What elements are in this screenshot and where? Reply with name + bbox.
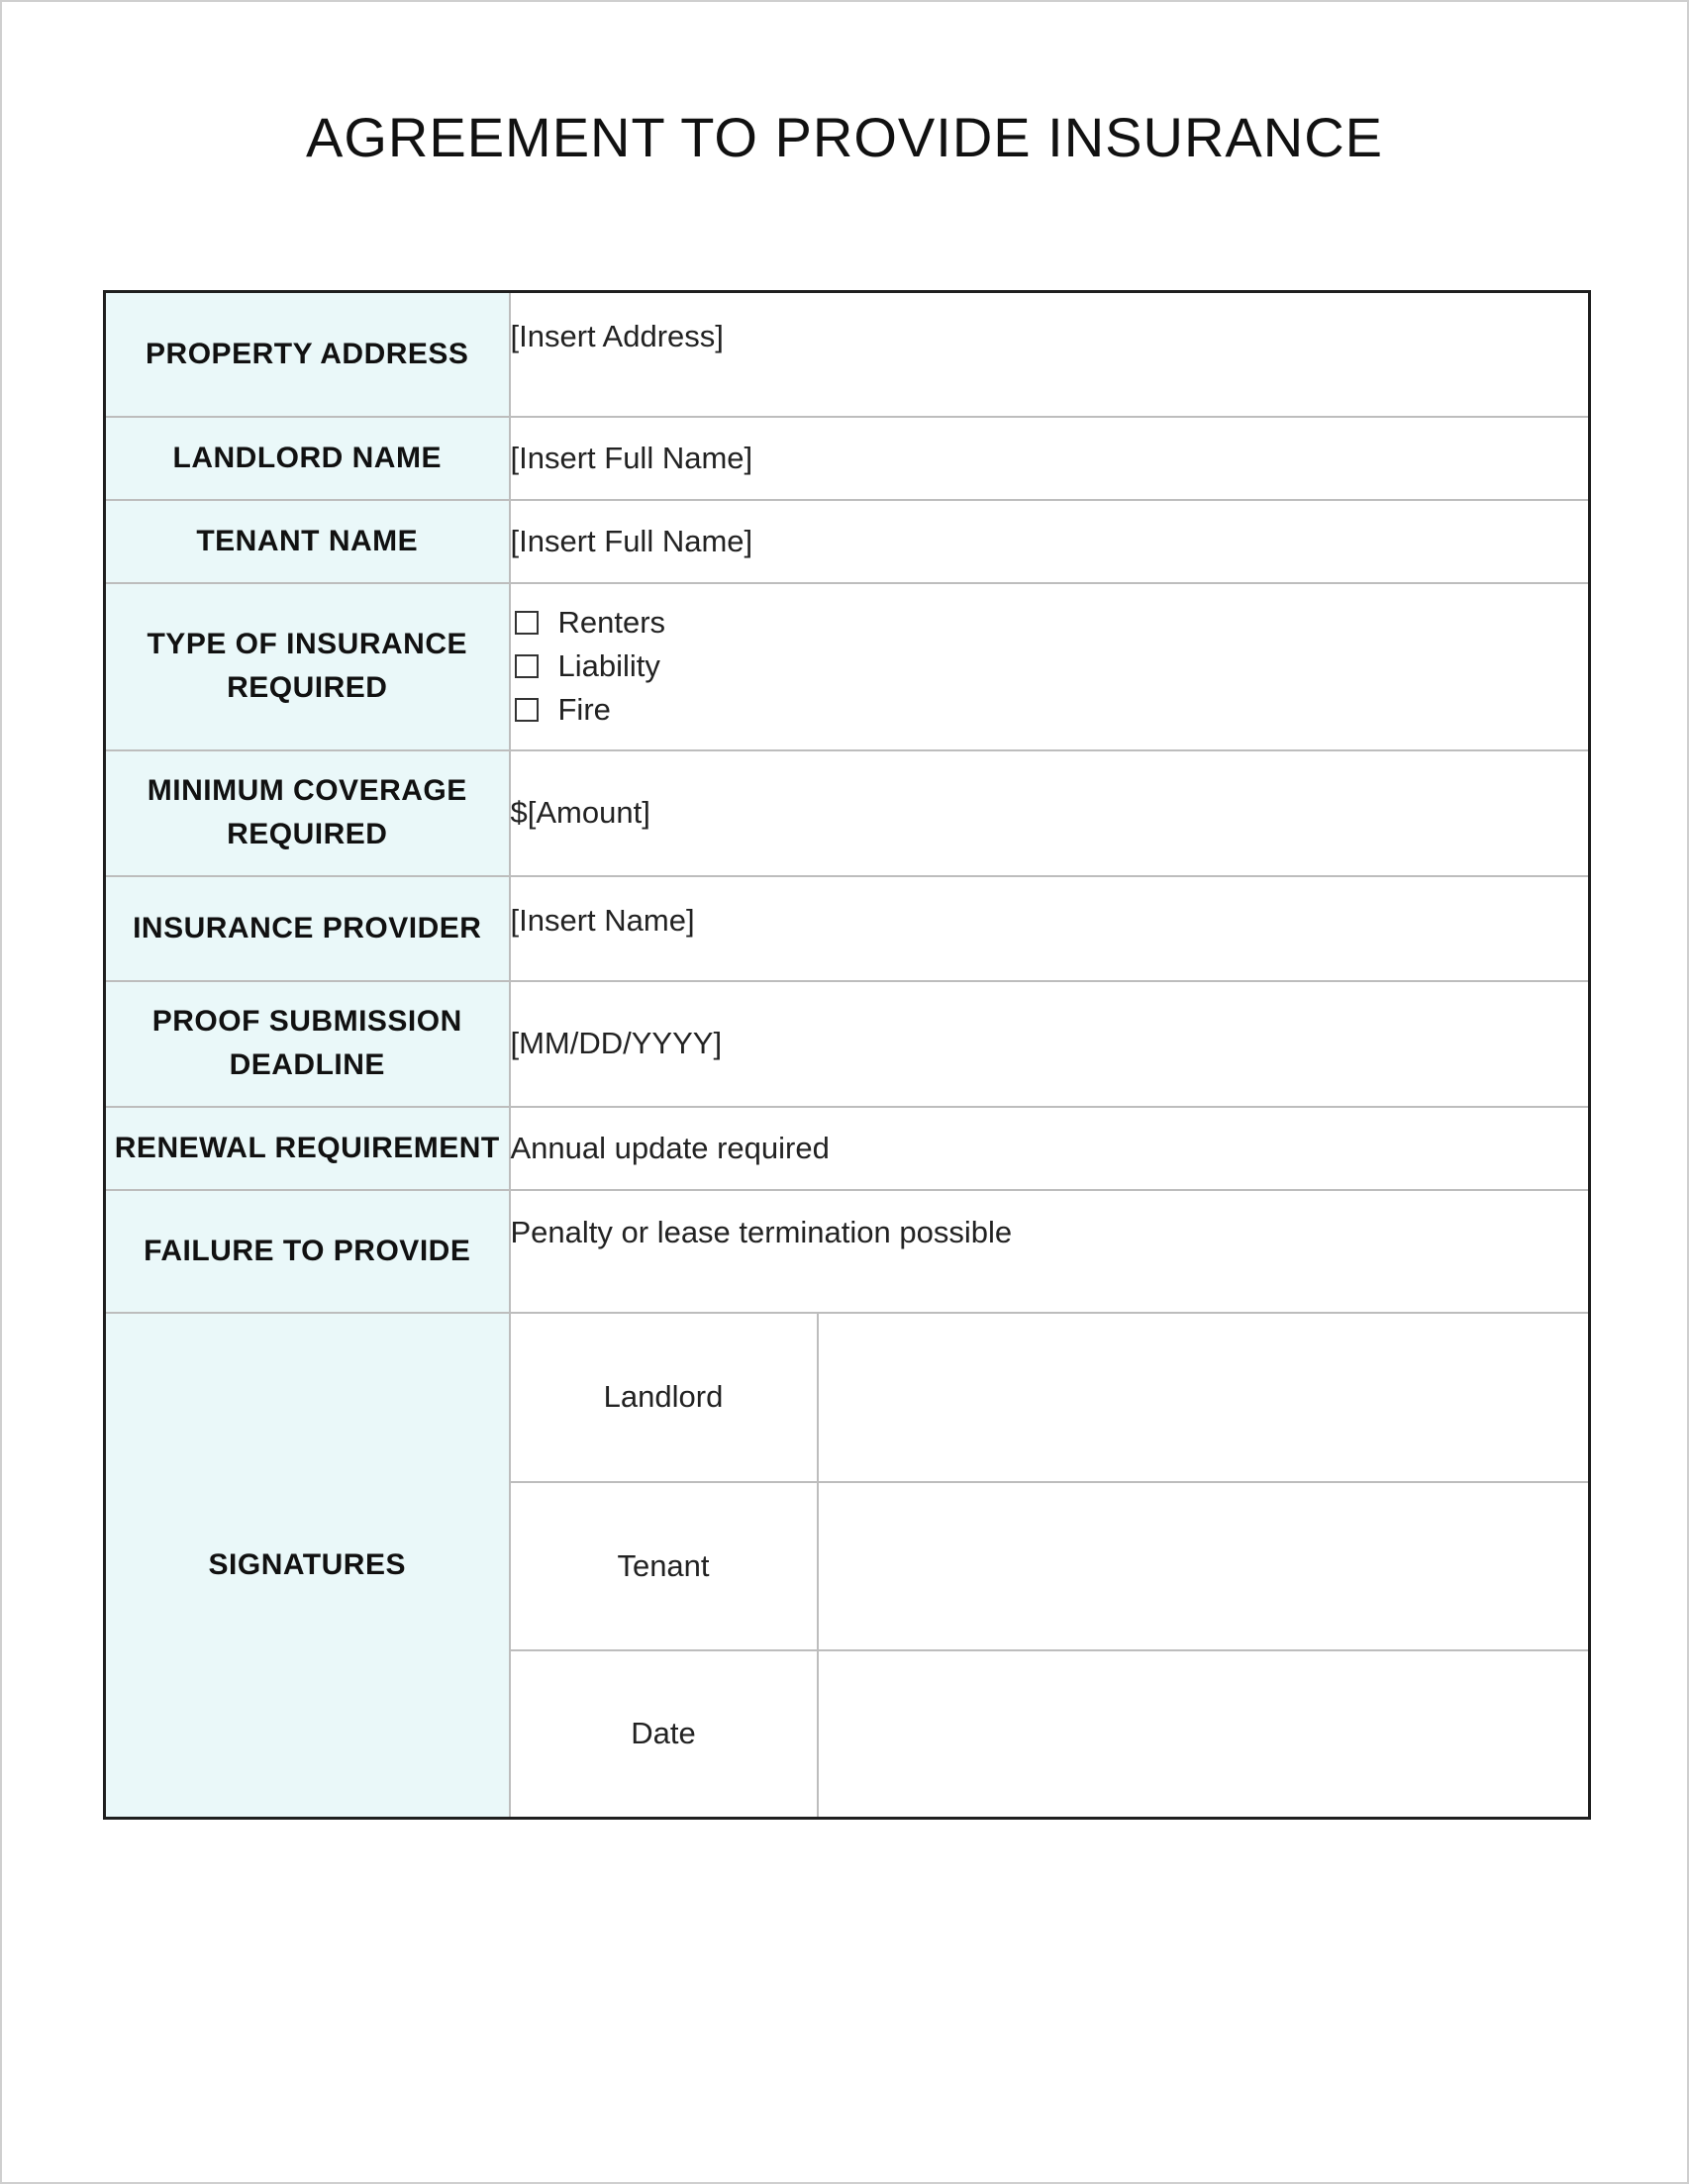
- liability-checkbox[interactable]: [515, 654, 539, 678]
- renters-checkbox[interactable]: [515, 611, 539, 635]
- row-failure: [105, 1190, 1590, 1313]
- landlord-signature-field[interactable]: [818, 1313, 1590, 1482]
- date-signature-field[interactable]: [818, 1650, 1590, 1819]
- insurance-type-label-line2: REQUIRED: [227, 671, 388, 704]
- insurance-provider-label: INSURANCE PROVIDER: [105, 876, 510, 981]
- minimum-coverage-label: [105, 750, 510, 876]
- insurance-type-label: [105, 583, 510, 750]
- row-renewal: [105, 1107, 1590, 1190]
- option-fire[interactable]: [511, 688, 1589, 732]
- liability-label: Liability: [557, 648, 660, 683]
- fire-checkbox[interactable]: [515, 698, 539, 722]
- minimum-coverage-field[interactable]: $[Amount]: [510, 750, 1590, 876]
- option-liability[interactable]: [511, 645, 1589, 688]
- renters-label: Renters: [557, 605, 666, 640]
- row-tenant-name: [105, 500, 1590, 583]
- row-property-address: [105, 292, 1590, 417]
- row-landlord-name: [105, 417, 1590, 500]
- tenant-name-label: TENANT NAME: [105, 500, 510, 583]
- proof-deadline-label: [105, 981, 510, 1107]
- signature-role-landlord: Landlord: [510, 1313, 818, 1482]
- property-address-field[interactable]: [Insert Address]: [510, 292, 1590, 417]
- property-address-label: PROPERTY ADDRESS: [105, 292, 510, 417]
- tenant-signature-field[interactable]: [818, 1482, 1590, 1650]
- signatures-label: SIGNATURES: [105, 1313, 510, 1819]
- row-minimum-coverage: [105, 750, 1590, 876]
- insurance-agreement-table: [103, 290, 1591, 1820]
- tenant-name-field[interactable]: [Insert Full Name]: [510, 500, 1590, 583]
- insurance-provider-field[interactable]: [Insert Name]: [510, 876, 1590, 981]
- proof-deadline-field[interactable]: [MM/DD/YYYY]: [510, 981, 1590, 1107]
- insurance-type-label-line1: TYPE OF INSURANCE: [147, 628, 468, 660]
- row-insurance-provider: [105, 876, 1590, 981]
- minimum-coverage-label-line1: MINIMUM COVERAGE: [147, 774, 467, 807]
- row-proof-deadline: [105, 981, 1590, 1107]
- failure-label: FAILURE TO PROVIDE: [105, 1190, 510, 1313]
- option-renters[interactable]: [511, 601, 1589, 645]
- landlord-name-field[interactable]: [Insert Full Name]: [510, 417, 1590, 500]
- row-insurance-type: [105, 583, 1590, 750]
- failure-field[interactable]: Penalty or lease termination possible: [510, 1190, 1590, 1313]
- renewal-field[interactable]: Annual update required: [510, 1107, 1590, 1190]
- signature-role-date: Date: [510, 1650, 818, 1819]
- document-title: AGREEMENT TO PROVIDE INSURANCE: [306, 106, 1383, 168]
- renewal-label: RENEWAL REQUIREMENT: [105, 1107, 510, 1190]
- minimum-coverage-label-line2: REQUIRED: [227, 818, 388, 850]
- proof-deadline-label-line2: DEADLINE: [229, 1048, 385, 1081]
- fire-label: Fire: [557, 692, 611, 727]
- row-signature-landlord: [105, 1313, 1590, 1482]
- proof-deadline-label-line1: PROOF SUBMISSION: [151, 1005, 462, 1038]
- signature-role-tenant: Tenant: [510, 1482, 818, 1650]
- insurance-type-options: [510, 583, 1590, 750]
- landlord-name-label: LANDLORD NAME: [105, 417, 510, 500]
